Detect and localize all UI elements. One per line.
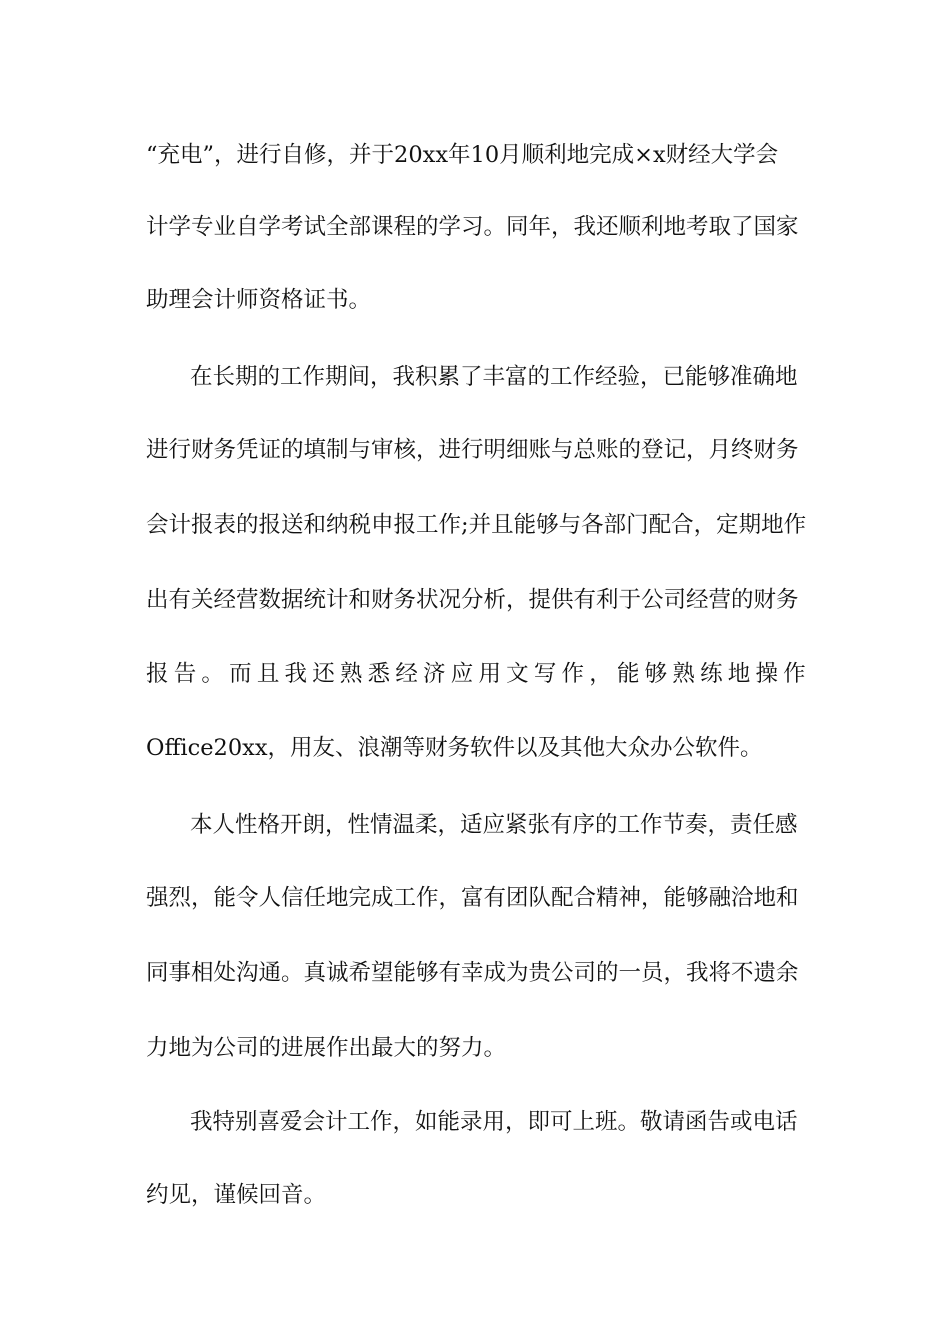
character: 练 <box>700 661 723 687</box>
character: 济 <box>423 661 446 687</box>
character: 操 <box>755 661 778 687</box>
character: 用 <box>478 661 501 687</box>
justified-text-line <box>146 659 806 689</box>
character: 还 <box>312 661 335 687</box>
text-line: 会计报表的报送和纳税申报工作;并且能够与各部门配合，定期地作 <box>146 512 807 538</box>
text-line: 出有关经营数据统计和财务状况分析，提供有利于公司经营的财务 <box>146 587 799 613</box>
character: 能 <box>616 661 640 687</box>
text-line: 进行财务凭证的填制与审核，进行明细账与总账的登记，月终财务 <box>146 437 799 463</box>
character: 作 <box>783 661 806 687</box>
text-line: 助理会计师资格证书。 <box>146 287 372 313</box>
text-line: Office20xx，用友、浪潮等财务软件以及其他大众办公软件。 <box>146 735 763 761</box>
character: 应 <box>450 661 474 687</box>
character: 而 <box>229 661 252 687</box>
character: 告 <box>173 661 197 687</box>
character: 够 <box>644 661 668 687</box>
text-line: 在长期的工作期间，我积累了丰富的工作经验，已能够准确地 <box>190 364 798 390</box>
character: 地 <box>727 661 751 687</box>
text-line: 我特别喜爱会计工作，如能录用，即可上班。敬请函告或电话 <box>190 1109 798 1135</box>
text-line: 本人性格开朗，性情温柔，适应紧张有序的工作节奏，责任感 <box>190 812 798 838</box>
text-line: 同事相处沟通。真诚希望能够有幸成为贵公司的一员，我将不遗余 <box>146 960 799 986</box>
text-line: 强烈，能令人信任地完成工作，富有团队配合精神，能够融洽地和 <box>146 885 799 911</box>
character: 熟 <box>672 661 695 687</box>
character: 悉 <box>367 661 391 687</box>
character: ， <box>589 661 612 687</box>
character: 熟 <box>339 661 363 687</box>
text-line: 计学专业自学考试全部课程的学习。同年，我还顺利地考取了国家 <box>146 214 799 240</box>
character: 且 <box>256 661 280 687</box>
text-line: 力地为公司的进展作出最大的努力。 <box>146 1035 507 1061</box>
text-line: 约见，谨候回音。 <box>146 1182 327 1208</box>
character: 我 <box>284 661 308 687</box>
character: 作 <box>561 661 585 687</box>
character: 写 <box>533 661 557 687</box>
character: 经 <box>395 661 418 687</box>
character: 文 <box>506 661 529 687</box>
character: 。 <box>201 661 224 687</box>
character: 报 <box>146 661 169 687</box>
text-line: “充电”，进行自修，并于20xx年10月顺利地完成×x财经大学会 <box>146 142 779 168</box>
